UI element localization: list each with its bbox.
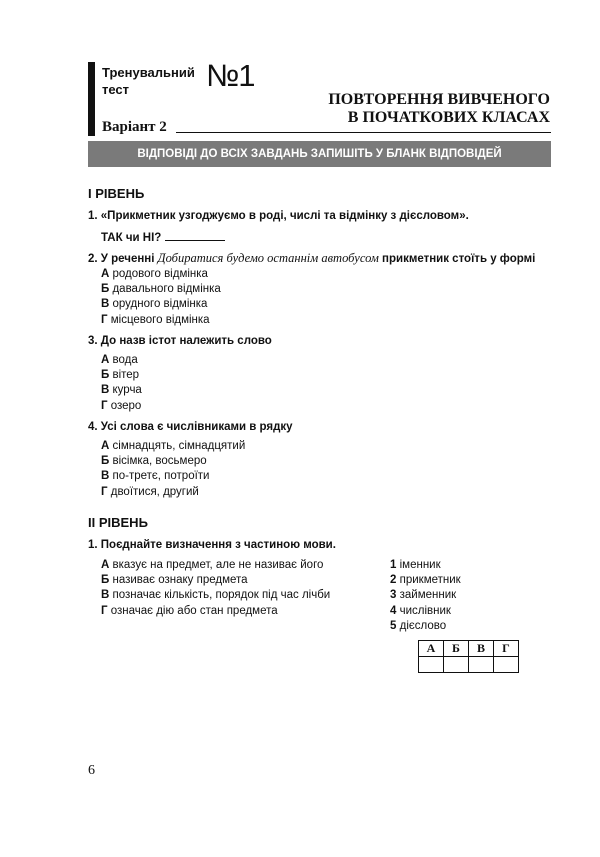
grid-cell[interactable] [419, 657, 444, 673]
question-2-prefix: 2. У реченні [88, 253, 155, 265]
match-item: 2 прикметник [390, 574, 461, 587]
q2-options [101, 267, 221, 328]
test-label-line2: тест [102, 82, 130, 97]
answer-grid [418, 640, 519, 673]
grid-header: Г [494, 641, 519, 657]
title-line2: В ПОЧАТКОВИХ КЛАСАХ [347, 109, 550, 126]
question-1: 1. «Прикметник узгоджуємо в роді, числі та відмінку з дієсловом». [88, 210, 469, 222]
option[interactable]: Г двоїтися, другий [101, 485, 199, 498]
option[interactable]: А родового відмінка [101, 268, 208, 280]
match-item: 3 займенник [390, 589, 457, 602]
question-4: 4. Усі слова є числівниками в рядку [88, 421, 293, 433]
title-line1: ПОВТОРЕННЯ ВИВЧЕНОГО [328, 91, 550, 108]
option[interactable]: Г озеро [101, 399, 142, 412]
q4-options [101, 439, 245, 500]
match-item: 5 дієслово [390, 619, 447, 632]
option[interactable]: Б вітер [101, 369, 140, 382]
level2-title: ІІ РІВЕНЬ [88, 515, 148, 530]
variant-underline [176, 132, 551, 133]
answer-blank[interactable] [165, 229, 225, 241]
question-5: 1. Поєднайте визначення з частиною мови. [88, 539, 336, 551]
question-2-suffix: прикметник стоїть у формі [382, 253, 536, 265]
page-number: 6 [88, 763, 95, 778]
grid-header: В [469, 641, 494, 657]
match-item: Г означає дію або стан предмета [101, 604, 278, 617]
page-title [328, 91, 550, 127]
grid-cell[interactable] [444, 657, 469, 673]
option[interactable]: В курча [101, 384, 142, 397]
q3-options [101, 353, 142, 414]
level1-title: І РІВЕНЬ [88, 186, 145, 201]
match-item: 4 числівник [390, 604, 451, 617]
match-item: В позначає кількість, порядок під час лічби [101, 589, 331, 602]
test-number: №1 [206, 58, 255, 93]
option[interactable]: Г місцевого відмінка [101, 313, 210, 326]
match-item: А вказує на предмет, але не називає його [101, 559, 324, 571]
variant-label: Варіант 2 [102, 119, 167, 135]
instruction-banner: ВІДПОВІДІ ДО ВСІХ ЗАВДАНЬ ЗАПИШІТЬ У БЛАНК ВІДПОВІДЕЙ [88, 141, 551, 167]
match-left-list [101, 558, 330, 619]
option[interactable]: Б вісімка, восьмеро [101, 455, 207, 468]
grid-header: Б [444, 641, 469, 657]
option[interactable]: А сімнадцять, сімнадцятий [101, 440, 246, 452]
grid-cell[interactable] [494, 657, 519, 673]
option[interactable]: А вода [101, 354, 138, 366]
question-3: 3. До назв істот належить слово [88, 335, 272, 347]
match-item: 1 іменник [390, 559, 441, 571]
option[interactable]: Б давального відмінка [101, 283, 221, 296]
question-2-italic: Добиратися будемо останнім автобусом [157, 251, 379, 265]
option[interactable]: В орудного відмінка [101, 298, 208, 311]
match-right-list [390, 558, 461, 634]
header-bar [88, 62, 95, 136]
question-2 [88, 251, 535, 266]
match-item: Б називає ознаку предмета [101, 574, 248, 587]
grid-cell[interactable] [469, 657, 494, 673]
test-label [102, 64, 202, 98]
answer-prompt-text: ТАК чи НІ? [101, 232, 162, 244]
answer-prompt [101, 229, 225, 244]
option[interactable]: В по-третє, потроїти [101, 470, 210, 483]
test-label-line1: Тренувальний [102, 65, 195, 80]
grid-header: А [419, 641, 444, 657]
